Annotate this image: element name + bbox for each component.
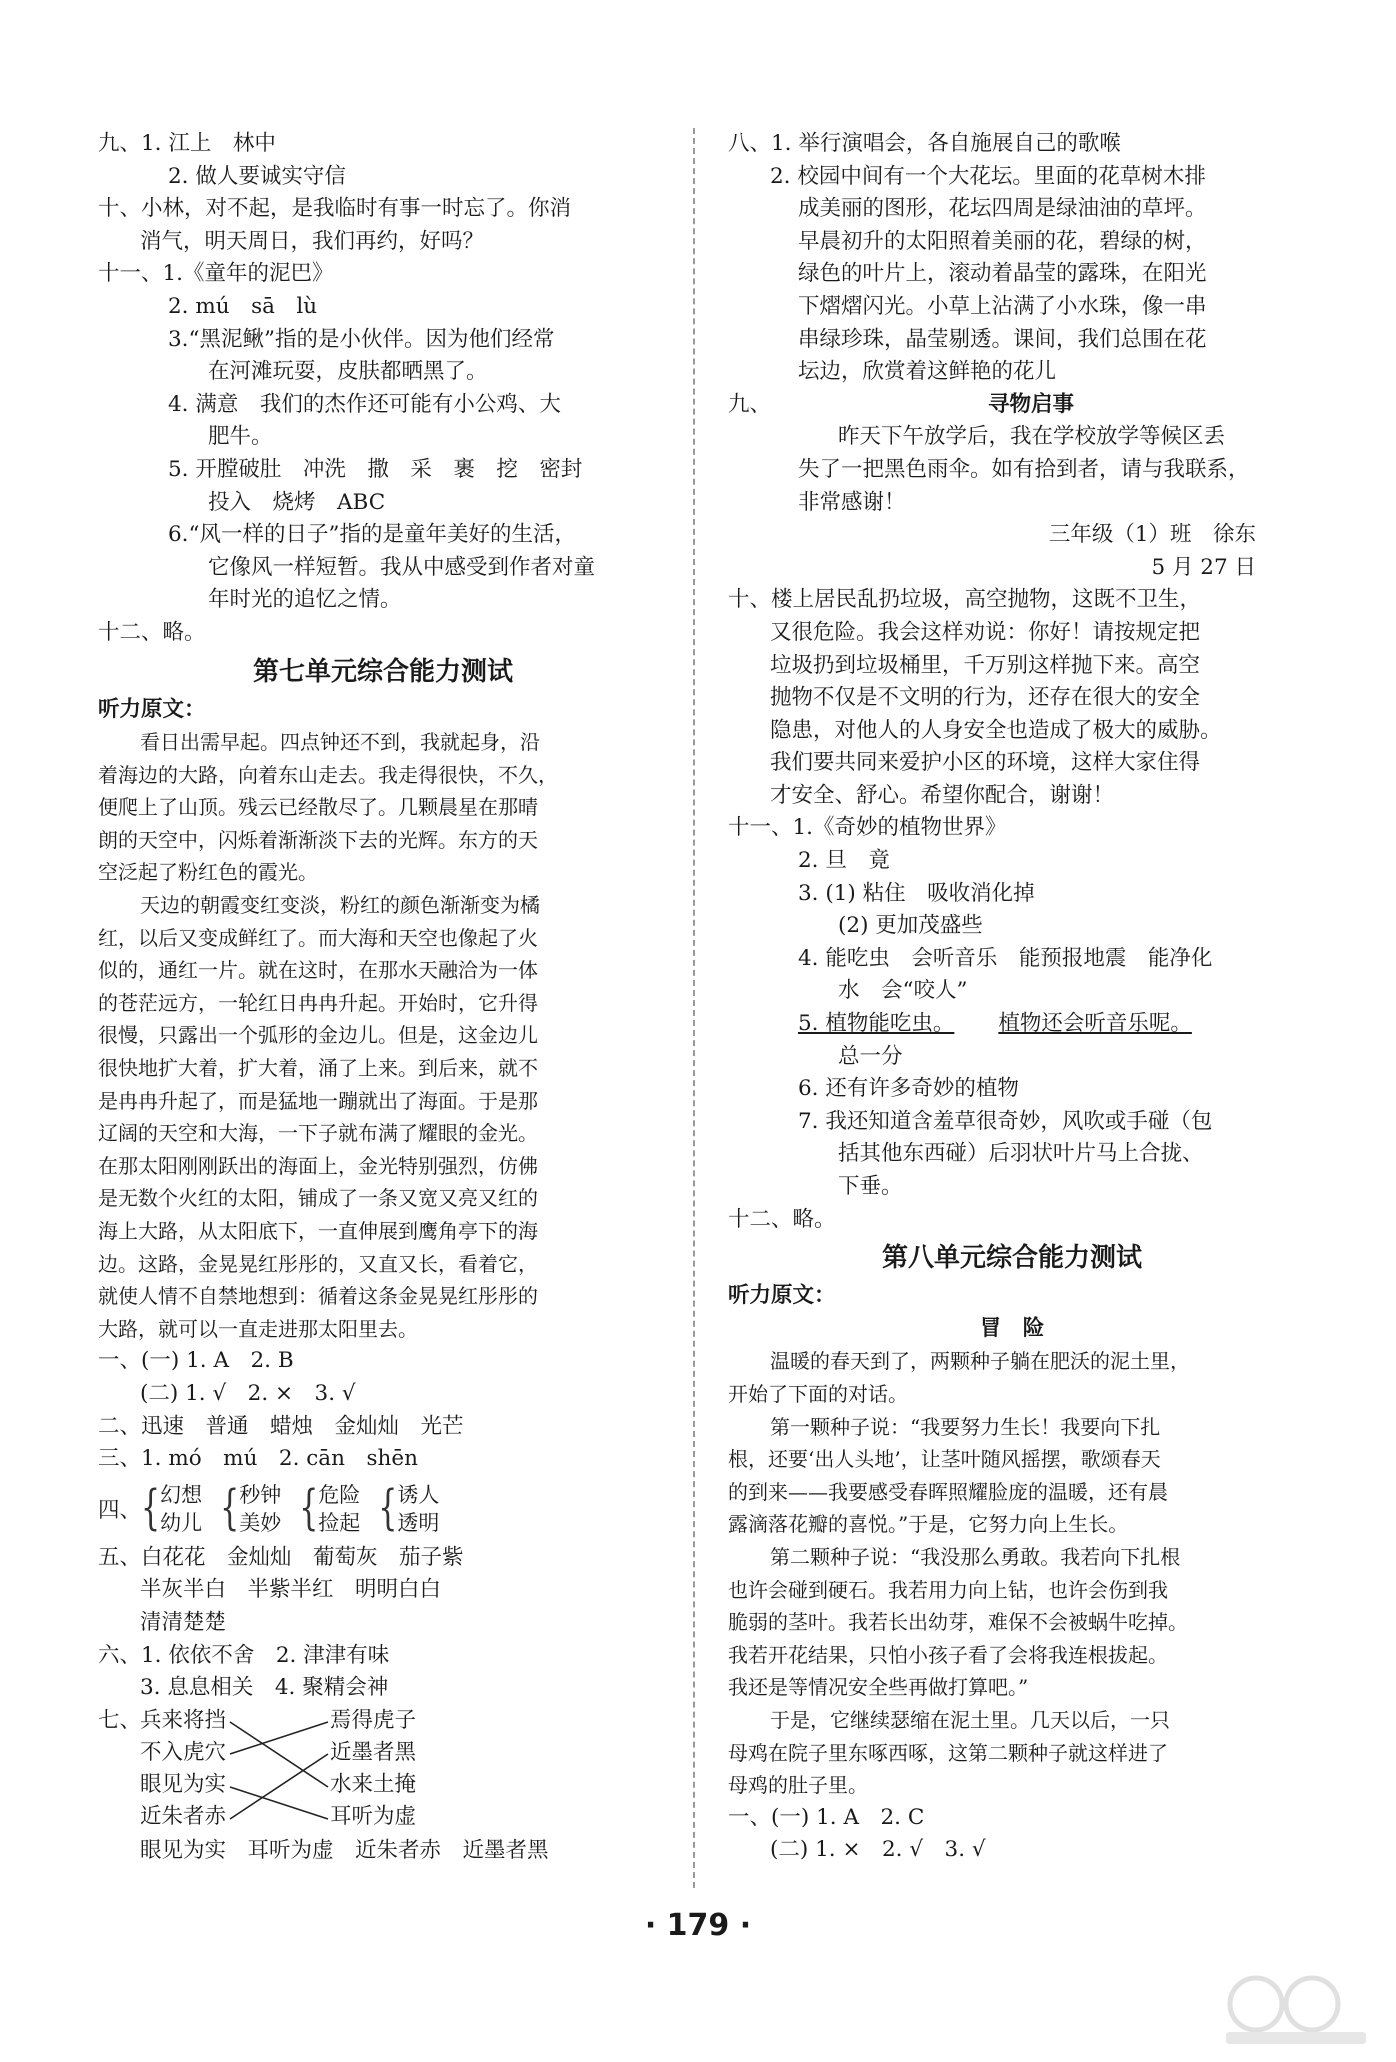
answer-line: 消气，明天周日，我们再约，好吗？ bbox=[140, 228, 485, 254]
notice-date: 5 月 27 日 bbox=[1151, 554, 1256, 580]
word-pair: 诱人 透明 bbox=[397, 1482, 440, 1535]
answer-line: 水 会“咬人” bbox=[838, 978, 968, 1004]
answer-line: 半灰半白 半紫半红 明明白白 bbox=[140, 1577, 442, 1603]
listening-label: 听力原文： bbox=[98, 696, 206, 722]
answer-line: 一、(一) 1. A 2. C bbox=[728, 1804, 925, 1830]
answer-line: 5. 开膛破肚 冲洗 撒 采 裹 挖 密封 bbox=[168, 456, 583, 482]
answer-line: 2. 旦 竟 bbox=[798, 848, 890, 874]
passage-line: 在那太阳刚刚跃出的海面上，金光特别强烈，仿佛 bbox=[98, 1153, 538, 1178]
word-pair: 危险 捡起 bbox=[318, 1482, 361, 1535]
answer-line: 括其他东西碰）后羽状叶片马上合拢、 bbox=[838, 1141, 1204, 1167]
passage-line: 第一颗种子说：“我要努力生长！我要向下扎 bbox=[770, 1414, 1161, 1439]
answer-line: 十、小林，对不起，是我临时有事一时忘了。你消 bbox=[98, 196, 572, 222]
brace-icon: { bbox=[220, 1479, 240, 1536]
answer-line: 4. 能吃虫 会听音乐 能预报地震 能净化 bbox=[798, 945, 1213, 971]
watermark-logo-icon bbox=[1216, 1970, 1376, 2050]
passage-line: 似的，通红一片。就在这时，在那水天融洽为一体 bbox=[98, 958, 538, 983]
column-divider bbox=[693, 128, 695, 1888]
answer-line: 才安全、舒心。希望你配合，谢谢！ bbox=[770, 782, 1115, 808]
answer-line: 肥牛。 bbox=[208, 424, 273, 450]
passage-line: 辽阔的天空和大海，一下子就布满了耀眼的金光。 bbox=[98, 1121, 538, 1146]
passage-line: 空泛起了粉红色的霞光。 bbox=[98, 860, 318, 885]
section-title-unit7: 第七单元综合能力测试 bbox=[252, 656, 513, 687]
passage-line: 脆弱的茎叶。我若长出幼芽，难保不会被蜗牛吃掉。 bbox=[728, 1610, 1188, 1635]
passage-line: 很快地扩大着，扩大着，涌了上来。到后来，就不 bbox=[98, 1056, 538, 1081]
answer-line: 总一分 bbox=[838, 1043, 903, 1069]
match-line bbox=[230, 1787, 328, 1819]
answer-line: (二) 1. √ 2. × 3. √ bbox=[140, 1380, 356, 1406]
answer-line: 坛边，欣赏着这鲜艳的花儿 bbox=[798, 359, 1057, 385]
passage-line: 朗的天空中，闪烁着渐渐淡下去的光辉。东方的天 bbox=[98, 827, 538, 852]
answer-line: 绿色的叶片上，滚动着晶莹的露珠，在阳光 bbox=[798, 261, 1207, 287]
question-label: 九、 bbox=[728, 391, 772, 417]
answer-line: 3. 息息相关 4. 聚精会神 bbox=[140, 1675, 389, 1701]
passage-line: 于是，它继续瑟缩在泥土里。几天以后，一只 bbox=[770, 1707, 1170, 1732]
passage-line: 就使人情不自禁地想到：循着这条金晃晃红彤彤的 bbox=[98, 1284, 538, 1309]
passage-line: 母鸡的肚子里。 bbox=[728, 1773, 868, 1798]
answer-line: 三、1. mó mú 2. cān shēn bbox=[98, 1446, 418, 1472]
story-title: 冒 险 bbox=[979, 1315, 1045, 1341]
word-pair: 幻想 幼儿 bbox=[160, 1482, 203, 1535]
passage-line: 便爬上了山顶。残云已经散尽了。几颗晨星在那晴 bbox=[98, 795, 538, 820]
answer-line: 年时光的追忆之情。 bbox=[208, 587, 402, 613]
underlined-answer: 植物还会听音乐呢。 bbox=[998, 1011, 1192, 1037]
word-pair: 秒钟 美妙 bbox=[239, 1482, 282, 1535]
passage-line: 是无数个火红的太阳，铺成了一条又宽又亮又红的 bbox=[98, 1186, 538, 1211]
answer-line: 早晨初升的太阳照着美丽的花，碧绿的树， bbox=[798, 228, 1207, 254]
passage-line: 温暖的春天到了，两颗种子躺在肥沃的泥土里， bbox=[770, 1349, 1190, 1374]
passage-line: 很慢，只露出一个弧形的金边儿。但是，这金边儿 bbox=[98, 1023, 538, 1048]
passage-line: 开始了下面的对话。 bbox=[728, 1381, 908, 1406]
answer-line: 十二、略。 bbox=[98, 619, 206, 645]
right-column bbox=[728, 128, 1296, 1867]
passage-line: 大路，就可以一直走进那太阳里去。 bbox=[98, 1316, 418, 1341]
passage-line: 的苍茫远方，一轮红日冉冉升起。开始时，它升得 bbox=[98, 990, 538, 1015]
answer-line: 串绿珍珠，晶莹剔透。课间，我们总围在花 bbox=[798, 326, 1207, 352]
match-right-item: 焉得虎子 bbox=[330, 1707, 417, 1733]
match-right-item: 近墨者黑 bbox=[330, 1739, 417, 1765]
answer-line: 我们要共同来爱护小区的环境，这样大家住得 bbox=[770, 750, 1201, 776]
match-left-item: 近朱者赤 bbox=[140, 1803, 227, 1829]
passage-line: 着海边的大路，向着东山走去。我走得很快，不久， bbox=[98, 762, 558, 787]
answer-line: 成美丽的图形，花坛四周是绿油油的草坪。 bbox=[798, 196, 1207, 222]
answer-line: 十一、1.《童年的泥巴》 bbox=[98, 261, 334, 287]
passage-line: 母鸡在院子里东啄西啄，这第二颗种子就这样进了 bbox=[728, 1740, 1168, 1765]
section-title-unit8: 第八单元综合能力测试 bbox=[881, 1243, 1142, 1274]
answer-line: 隐患，对他人的人身安全也造成了极大的威胁。 bbox=[770, 717, 1222, 743]
word-pairs-row bbox=[98, 1476, 668, 1542]
passage-line: 根，还要‘出人头地’，让茎叶随风摇摆，歌颂春天 bbox=[728, 1447, 1161, 1472]
match-line bbox=[230, 1722, 328, 1787]
passage-line: 我若开花结果，只怕小孩子看了会将我连根拔起。 bbox=[728, 1642, 1168, 1667]
answer-line: 下垂。 bbox=[838, 1174, 903, 1199]
match-left-item: 不入虎穴 bbox=[140, 1739, 227, 1765]
answer-line: 下熠熠闪光。小草上沾满了小水珠，像一串 bbox=[798, 293, 1207, 319]
answer-line: 3.“黑泥鳅”指的是小伙伴。因为他们经常 bbox=[168, 326, 555, 352]
answer-line: 垃圾扔到垃圾桶里，千万别这样抛下来。高空 bbox=[770, 652, 1201, 678]
answer-line: 投入 烧烤 ABC bbox=[208, 489, 386, 515]
answer-line: 十二、略。 bbox=[728, 1206, 836, 1232]
listening-label: 听力原文： bbox=[728, 1283, 836, 1309]
answer-line bbox=[728, 1008, 1296, 1041]
answer-line: 二、迅速 普通 蜡烛 金灿灿 光芒 bbox=[98, 1413, 464, 1439]
matching-lines bbox=[98, 1705, 398, 1835]
answer-line: 十、楼上居民乱扔垃圾，高空抛物，这既不卫生， bbox=[728, 587, 1202, 613]
answer-line: 眼见为实 耳听为虚 近朱者赤 近墨者黑 bbox=[140, 1837, 549, 1863]
answer-line: 九、1. 江上 林中 bbox=[98, 131, 276, 156]
answer-line: 在河滩玩耍，皮肤都晒黑了。 bbox=[208, 359, 488, 385]
brace-icon: { bbox=[141, 1479, 161, 1536]
passage-line: 边。这路，金晃晃红彤彤的，又直又长，看着它， bbox=[98, 1251, 538, 1276]
match-right-item: 耳听为虚 bbox=[330, 1803, 417, 1829]
brace-icon: { bbox=[299, 1479, 319, 1536]
notice-title: 寻物启事 bbox=[988, 391, 1075, 417]
question-label: 七、 bbox=[98, 1707, 142, 1733]
answer-line: 2. 做人要诚实守信 bbox=[168, 163, 346, 189]
match-left-item: 兵来将挡 bbox=[140, 1707, 227, 1733]
notice-line: 失了一把黑色雨伞。如有拾到者，请与我联系， bbox=[798, 456, 1250, 482]
notice-line: 非常感谢！ bbox=[798, 489, 906, 515]
page-number: · 179 · bbox=[644, 1908, 752, 1943]
answer-line: (2) 更加茂盛些 bbox=[838, 913, 983, 939]
passage-line: 我还是等情况安全些再做打算吧。” bbox=[728, 1675, 1029, 1700]
answer-line: 抛物不仅是不文明的行为，还存在很大的安全 bbox=[770, 685, 1201, 711]
question-label: 四、 bbox=[98, 1498, 142, 1524]
answer-line: 十一、1.《奇妙的植物世界》 bbox=[728, 815, 1007, 841]
answer-line: 八、1. 举行演唱会，各自施展自己的歌喉 bbox=[728, 131, 1121, 156]
answer-line: 五、白花花 金灿灿 葡萄灰 茄子紫 bbox=[98, 1544, 464, 1570]
answer-line: 6.“风一样的日子”指的是童年美好的生活， bbox=[168, 522, 576, 548]
answer-line: 清清楚楚 bbox=[140, 1609, 227, 1635]
passage-line: 天边的朝霞变红变淡，粉红的颜色渐渐变为橘 bbox=[140, 893, 540, 918]
notice-line: 昨天下午放学后，我在学校放学等候区丢 bbox=[838, 424, 1226, 450]
brace-icon: { bbox=[378, 1479, 398, 1536]
match-line bbox=[230, 1722, 328, 1754]
answer-line: (二) 1. × 2. √ 3. √ bbox=[770, 1837, 986, 1863]
answer-line: 2. mú sā lù bbox=[168, 293, 318, 319]
answer-line: 4. 满意 我们的杰作还可能有小公鸡、大 bbox=[168, 391, 561, 417]
underlined-answer: 5. 植物能吃虫。 bbox=[798, 1011, 955, 1037]
passage-line: 红，以后又变成鲜红了。而大海和天空也像起了火 bbox=[98, 925, 538, 950]
idiom-matching bbox=[98, 1705, 668, 1835]
match-left-item: 眼见为实 bbox=[140, 1771, 227, 1797]
answer-line: 3. (1) 粘住 吸收消化掉 bbox=[798, 880, 1035, 906]
match-right-item: 水来土掩 bbox=[330, 1771, 417, 1797]
notice-heading-row bbox=[728, 389, 1296, 422]
answer-line: 一、(一) 1. A 2. B bbox=[98, 1348, 294, 1374]
answer-line: 六、1. 依依不舍 2. 津津有味 bbox=[98, 1642, 390, 1668]
answer-line: 6. 还有许多奇妙的植物 bbox=[798, 1076, 1019, 1102]
passage-line: 第二颗种子说：“我没那么勇敢。我若向下扎根 bbox=[770, 1544, 1181, 1569]
passage-line: 看日出需早起。四点钟还不到，我就起身，沿 bbox=[140, 730, 540, 755]
match-line bbox=[230, 1754, 328, 1819]
passage-line: 海上大路，从太阳底下，一直伸展到鹰角亭下的海 bbox=[98, 1219, 538, 1243]
passage-line: 露滴落花瓣的喜悦。”于是，它努力向上生长。 bbox=[728, 1512, 1129, 1537]
notice-signature: 三年级（1）班 徐东 bbox=[1048, 522, 1256, 548]
passage-line: 是冉冉升起了，而是猛地一蹦就出了海面。于是那 bbox=[98, 1088, 538, 1113]
answer-line: 7. 我还知道含羞草很奇妙，风吹或手碰（包 bbox=[798, 1108, 1213, 1134]
answer-line: 2. 校园中间有一个大花坛。里面的花草树木排 bbox=[770, 163, 1206, 189]
left-column bbox=[98, 128, 668, 1867]
passage-line: 的到来——我要感受春晖照耀脸庞的温暖，还有晨 bbox=[728, 1479, 1168, 1504]
passage-line: 也许会碰到硬石。我若用力向上钻，也许会伤到我 bbox=[728, 1577, 1168, 1602]
answer-line: 又很危险。我会这样劝说：你好！请按规定把 bbox=[770, 619, 1201, 645]
answer-line: 它像风一样短暂。我从中感受到作者对童 bbox=[208, 554, 596, 580]
